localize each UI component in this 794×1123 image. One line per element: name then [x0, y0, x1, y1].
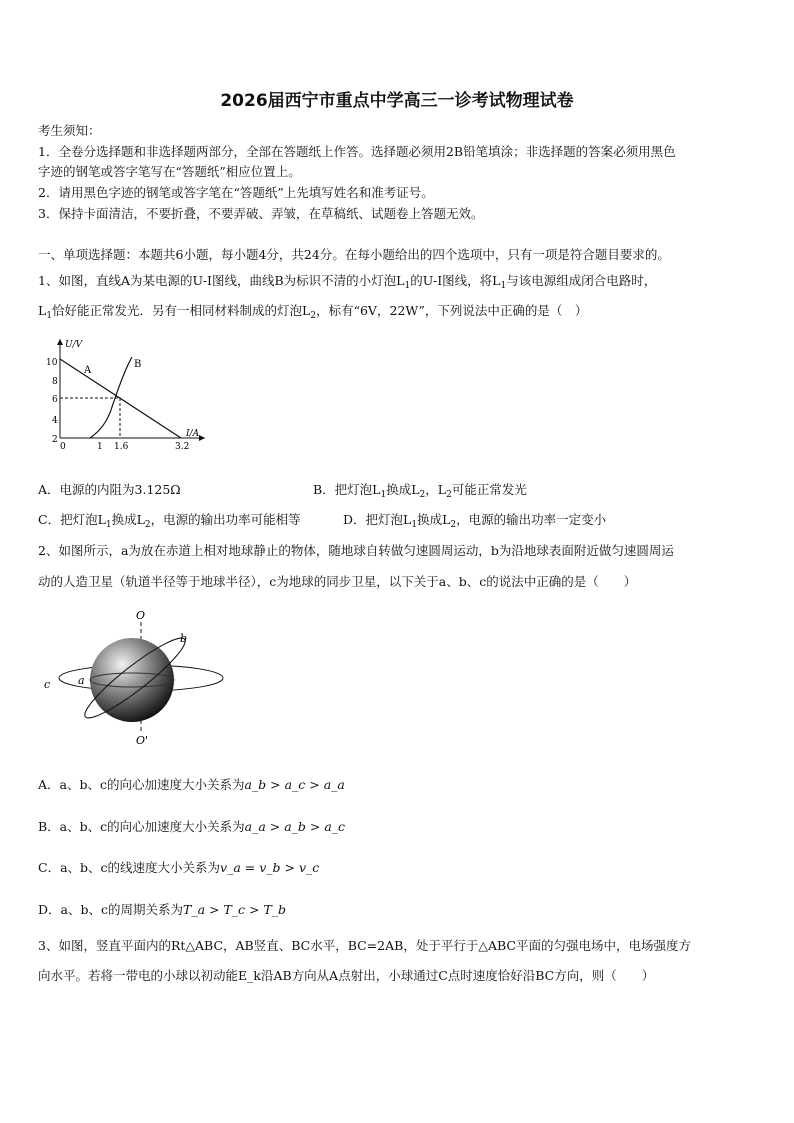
q1-option-d[interactable]: D．把灯泡$L_1$换成$L_2$，电源的输出功率一定变小: [343, 512, 607, 530]
q2-option-d[interactable]: D．a、b、c的周期关系为T_a > T_c > T_b: [38, 902, 287, 917]
label-O-top: O: [136, 609, 146, 622]
q1-line-2: $L_1$恰好能正常发光．另有一相同材料制成的灯泡$L_2$，标有“6V，22W”，下列说法中正确的是（ ）: [38, 303, 588, 321]
q3-line-2: 向水平。若将一带电的小球以初动能E_k沿AB方向从A点射出，小球通过C点时速度恰好沿BC方向，则（ ）: [38, 968, 655, 983]
notice-line-2: 2．请用黑色字迹的钢笔或答字笔在“答题纸”上先填写姓名和准考证号。: [38, 185, 434, 200]
y-tick-label: 4: [52, 416, 58, 426]
q2-option-a[interactable]: A．a、b、c的向心加速度大小关系为a_b > a_c > a_a: [38, 777, 345, 792]
y-tick-label: 2: [52, 435, 58, 445]
page-title: 2026届西宁市重点中学高三一诊考试物理试卷: [220, 91, 574, 111]
q3-line-1: 3、如图，竖直平面内的Rt△ABC，AB竖直、BC水平，BC=2AB，处于平行于△ABC平面的匀强电场中，电场强度方: [38, 938, 691, 953]
notice-heading: 考生须知：: [38, 123, 101, 138]
q2-line-2: 动的人造卫星（轨道半径等于地球半径），c为地球的同步卫星，以下关于a、b、c的说法中正确的是（ ）: [38, 574, 637, 589]
y-tick-label: 6: [52, 395, 58, 405]
y-axis-label: U/V: [65, 340, 83, 350]
y-tick-label: 8: [52, 377, 58, 387]
earth-diagram: [40, 608, 240, 750]
label-B: B: [134, 359, 142, 370]
notice-line-3: 3．保持卡面清洁，不要折叠，不要弄破、弄皱，在草稿纸、试题卷上答题无效。: [38, 206, 484, 221]
q1-option-c[interactable]: C．把灯泡$L_1$换成$L_2$，电源的输出功率可能相等: [38, 512, 301, 530]
q2-option-c[interactable]: C．a、b、c的线速度大小关系为v_a = v_b > v_c: [38, 860, 320, 875]
q1-line-1: 1、如图，直线A为某电源的U-I图线，曲线B为标识不清的小灯泡$L_1$的U-I图线，将$L_1$与该电源组成闭合电路时，: [38, 273, 657, 291]
y-tick-label: 10: [46, 358, 58, 368]
label-a: a: [78, 674, 85, 687]
label-c: c: [44, 678, 51, 691]
x-axis-label: I/A: [186, 429, 200, 439]
q2-line-1: 2、如图所示，a为放在赤道上相对地球静止的物体，随地球自转做匀速圆周运动，b为沿地球表面附近做匀速圆周运: [38, 543, 674, 558]
x-tick-label: 1.6: [114, 442, 129, 450]
label-A: A: [84, 365, 92, 376]
x-tick-label: 0: [60, 442, 66, 450]
earth-globe: [90, 638, 174, 722]
section-heading: 一、单项选择题：本题共6小题，每小题4分，共24分。在每小题给出的四个选项中，只有一项是符合题目要求的。: [38, 247, 670, 262]
ui-graph: [40, 335, 210, 450]
label-b: b: [180, 632, 188, 645]
label-O-bottom: O': [136, 734, 149, 747]
q2-option-b[interactable]: B．a、b、c的向心加速度大小关系为a_a > a_b > a_c: [38, 819, 346, 834]
x-tick-label: 1: [97, 442, 103, 450]
q1-option-a[interactable]: A．电源的内阻为3.125Ω: [38, 482, 181, 497]
notice-line-1b: 字迹的钢笔或答字笔写在“答题纸”相应位置上。: [38, 164, 301, 179]
notice-line-1a: 1．全卷分选择题和非选择题两部分，全部在答题纸上作答。选择题必须用2B铅笔填涂；非选择题的答案必须用黑色: [38, 144, 676, 159]
x-tick-label: 3.2: [175, 442, 190, 450]
q1-option-b[interactable]: B．把灯泡$L_1$换成$L_2$，$L_2$可能正常发光: [313, 482, 527, 500]
